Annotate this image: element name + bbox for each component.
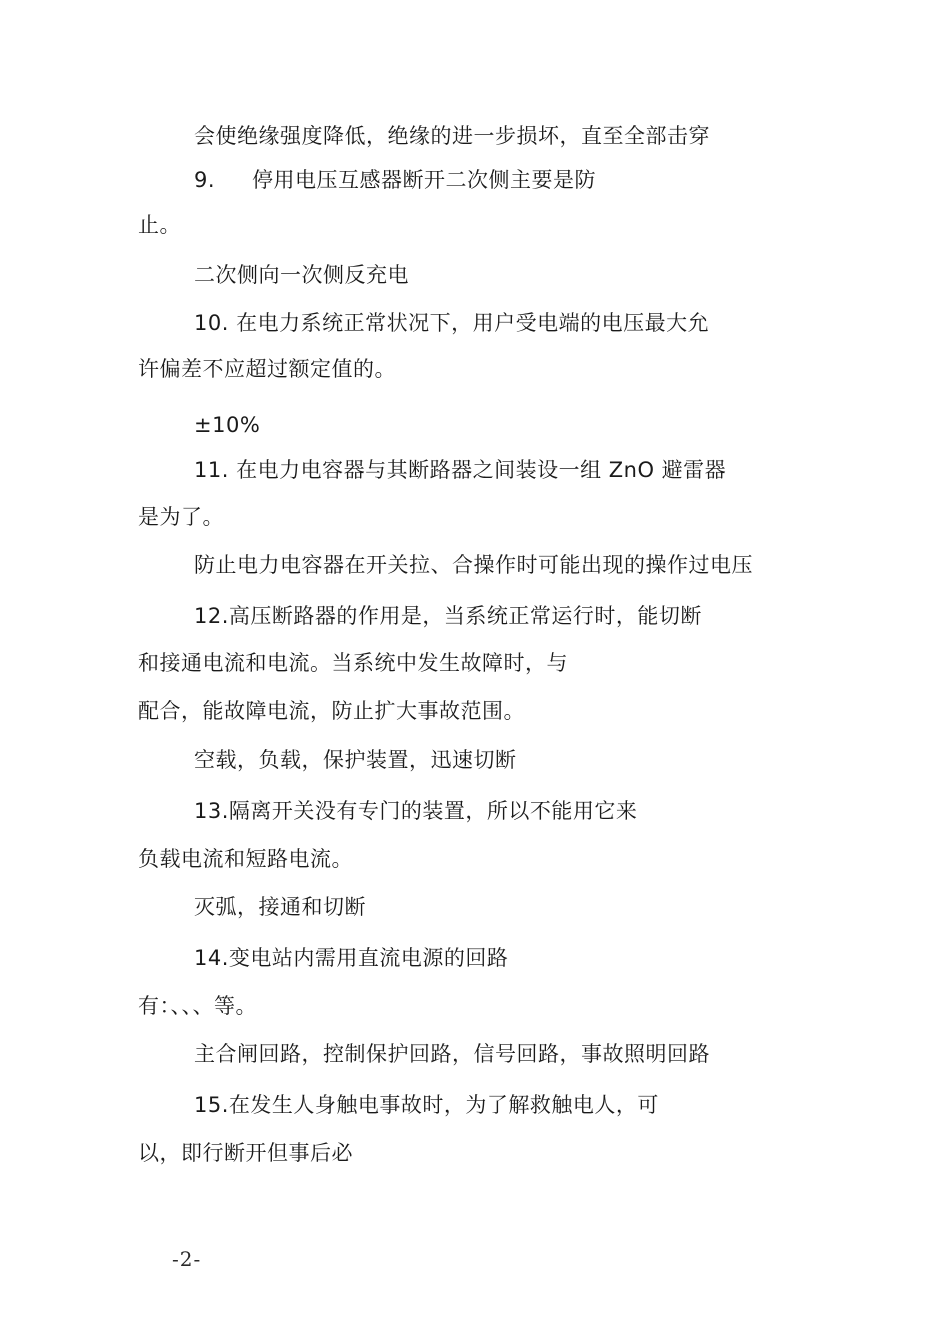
page-number: -2- (172, 1247, 202, 1271)
answer-12: 空载，负载，保护装置，迅速切断 (194, 748, 517, 772)
question-12: 12.高压断路器的作用是，当系统正常运行时，能切断 (194, 604, 702, 628)
answer-10: ±10% (194, 413, 261, 437)
question-number: 11. (194, 458, 229, 482)
answer-line-8: 会使绝缘强度降低，绝缘的进一步损坏，直至全部击穿 (194, 124, 710, 148)
answer-14: 主合闸回路，控制保护回路，信号回路，事故照明回路 (194, 1042, 710, 1066)
question-number: 12. (194, 604, 229, 628)
answer-11: 防止电力电容器在开关拉、合操作时可能出现的操作过电压 (194, 553, 753, 577)
question-13: 13.隔离开关没有专门的装置，所以不能用它来 (194, 799, 638, 823)
question-11: 11. 在电力电容器与其断路器之间装设一组 ZnO 避雷器 (194, 458, 727, 482)
question-10: 10. 在电力系统正常状况下，用户受电端的电压最大允 (194, 311, 710, 335)
question-number: 10. (194, 311, 229, 335)
question-number: 9. (194, 168, 216, 192)
question-10-continuation: 许偏差不应超过额定值的。 (138, 357, 396, 381)
question-9: 9. 停用电压互感器断开二次侧主要是防 (194, 168, 596, 192)
question-13-continuation: 负载电流和短路电流。 (138, 847, 353, 871)
question-12-continuation-1: 和接通电流和电流。当系统中发生故障时，与 (138, 651, 568, 675)
question-14: 14.变电站内需用直流电源的回路 (194, 946, 509, 970)
question-number: 15. (194, 1093, 229, 1117)
question-12-continuation-2: 配合，能故障电流，防止扩大事故范围。 (138, 699, 525, 723)
answer-13: 灭弧，接通和切断 (194, 895, 366, 919)
question-14-continuation: 有：、、、等。 (138, 994, 257, 1018)
question-number: 13. (194, 799, 229, 823)
answer-9: 二次侧向一次侧反充电 (194, 263, 409, 287)
question-15: 15.在发生人身触电事故时，为了解救触电人，可 (194, 1093, 659, 1117)
question-11-continuation: 是为了。 (138, 505, 224, 529)
question-9-continuation: 止。 (138, 213, 181, 237)
question-15-continuation: 以，即行断开但事后必 (138, 1141, 353, 1165)
question-number: 14. (194, 946, 229, 970)
